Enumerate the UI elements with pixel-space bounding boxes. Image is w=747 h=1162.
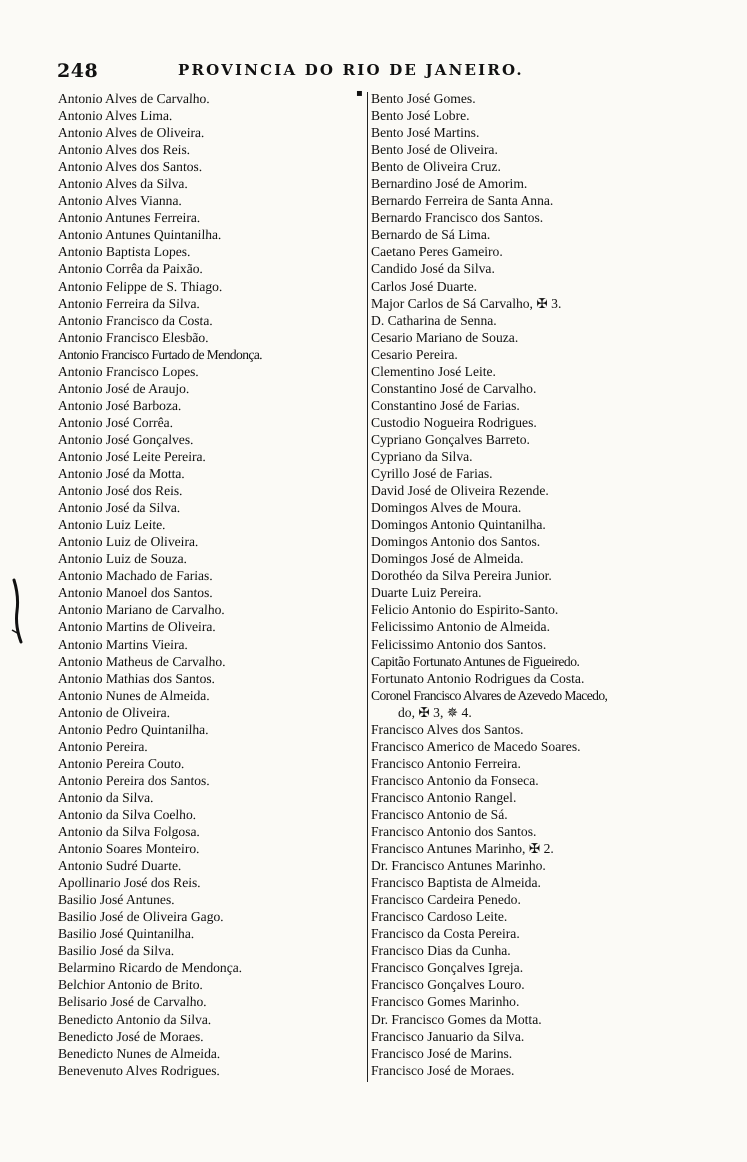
list-item: Felicissimo Antonio de Almeida.	[371, 619, 550, 635]
list-item: Francisco Antonio Rangel.	[371, 789, 517, 805]
list-item: Caetano Peres Gameiro.	[371, 244, 503, 260]
list-item: Antonio Francisco Furtado de Mendonça.	[57, 346, 263, 362]
list-item: Francisco Gonçalves Igreja.	[371, 960, 524, 976]
list-item: Francisco Antonio da Fonseca.	[371, 772, 539, 788]
list-item: Antonio Manoel dos Santos.	[57, 585, 214, 601]
list-item: Antonio José Leite Pereira.	[57, 448, 207, 464]
list-item: Carlos José Duarte.	[371, 278, 478, 294]
list-item: Antonio Baptista Lopes.	[57, 244, 191, 260]
list-item: Antonio Antunes Ferreira.	[57, 210, 201, 226]
list-item: Antonio Alves Vianna.	[57, 193, 183, 209]
list-item: Antonio Francisco Lopes.	[57, 363, 200, 379]
list-item: Cesario Pereira.	[371, 346, 458, 362]
list-item: Antonio Luiz Leite.	[57, 517, 166, 533]
list-item: Domingos Antonio Quintanilha.	[371, 517, 546, 533]
list-item: Francisco Antonio de Sá.	[371, 806, 508, 822]
list-item: Cypriano da Silva.	[371, 448, 473, 464]
list-item: Francisco Januario da Silva.	[371, 1028, 525, 1044]
list-item: Domingos Alves de Moura.	[371, 500, 522, 516]
list-item: Bento de Oliveira Cruz.	[371, 159, 501, 175]
list-item: Dorothéo da Silva Pereira Junior.	[371, 568, 552, 584]
list-item: Francisco Baptista de Almeida.	[371, 875, 541, 891]
list-item: Antonio Martins de Oliveira.	[57, 619, 217, 635]
list-item: Cesario Mariano de Souza.	[371, 329, 519, 345]
list-item: Francisco José de Marins.	[371, 1045, 513, 1061]
left-column-name-list	[58, 90, 353, 1079]
list-item: Felicio Antonio do Espirito-Santo.	[371, 602, 559, 618]
printer-mark: ▪	[356, 88, 363, 99]
list-item: Dr. Francisco Antunes Marinho.	[371, 858, 546, 874]
list-item: Duarte Luiz Pereira.	[371, 585, 482, 601]
list-item: Custodio Nogueira Rodrigues.	[371, 414, 537, 430]
list-item: Antonio José Barboza.	[57, 397, 182, 413]
list-item: Fortunato Antonio Rodrigues da Costa.	[371, 670, 585, 686]
list-item: Francisco Americo de Macedo Soares.	[371, 738, 581, 754]
list-item: Francisco José de Moraes.	[371, 1062, 515, 1078]
list-item: Antonio Felippe de S. Thiago.	[57, 278, 223, 294]
list-item: Domingos Antonio dos Santos.	[371, 534, 541, 550]
list-item: Antonio da Silva Folgosa.	[57, 824, 201, 840]
list-item: Benedicto José de Moraes.	[57, 1028, 204, 1044]
list-item: Clementino José Leite.	[371, 363, 496, 379]
list-item: Domingos José de Almeida.	[371, 551, 524, 567]
list-item: Francisco Antonio Ferreira.	[371, 755, 521, 771]
list-item: Benedicto Nunes de Almeida.	[57, 1045, 221, 1061]
list-item: Antonio Nunes de Almeida.	[57, 687, 211, 703]
list-item-continuation: do, ✠ 3, ✵ 4.	[398, 704, 472, 720]
list-item: Antonio Sudré Duarte.	[57, 858, 182, 874]
list-item: Antonio Pedro Quintanilha.	[57, 721, 209, 737]
list-item: Bento José Gomes.	[371, 91, 476, 106]
list-item: Cypriano Gonçalves Barreto.	[371, 431, 530, 447]
list-item: Antonio Luiz de Oliveira.	[57, 534, 199, 550]
list-item: David José de Oliveira Rezende.	[371, 483, 549, 499]
list-item: Antonio Matheus de Carvalho.	[57, 653, 226, 669]
list-item: Antonio Alves dos Santos.	[57, 159, 203, 175]
list-item: Antonio Martins Vieira.	[57, 636, 189, 652]
list-item: Benevenuto Alves Rodrigues.	[57, 1062, 221, 1078]
list-item: Bento José Lobre.	[371, 108, 470, 124]
list-item: Francisco Alves dos Santos.	[371, 721, 524, 737]
list-item: Basilio José Antunes.	[57, 892, 175, 908]
list-item: Basilio José Quintanilha.	[57, 926, 195, 942]
list-item: Antonio Alves de Oliveira.	[57, 125, 205, 141]
list-item: Constantino José de Farias.	[371, 397, 520, 413]
list-item: Capitão Fortunato Antunes de Figueiredo.	[371, 653, 580, 669]
list-item: Bernardo Ferreira de Santa Anna.	[371, 193, 554, 209]
list-item: Antonio Pereira dos Santos.	[57, 772, 211, 788]
list-item: Antonio Ferreira da Silva.	[57, 295, 201, 311]
list-item: Antonio Alves da Silva.	[57, 176, 189, 192]
list-item: Antonio Soares Monteiro.	[57, 841, 200, 857]
list-item: Belchior Antonio de Brito.	[57, 977, 204, 993]
list-item: Antonio de Oliveira.	[57, 704, 171, 720]
list-item: Antonio Pereira Couto.	[57, 755, 185, 771]
list-item: Constantino José de Carvalho.	[371, 380, 537, 396]
list-item: Basilio José de Oliveira Gago.	[57, 909, 224, 925]
list-item: Francisco Cardeira Penedo.	[371, 892, 521, 908]
list-item: Antonio José Corrêa.	[57, 414, 174, 430]
list-item: Benedicto Antonio da Silva.	[57, 1011, 212, 1027]
list-item: Francisco Antonio dos Santos.	[371, 824, 537, 840]
list-item: Antonio Francisco Elesbão.	[57, 329, 209, 345]
list-item: Cyrillo José de Farias.	[371, 466, 493, 482]
list-item: Antonio Alves de Carvalho.	[57, 91, 211, 106]
list-item: Francisco da Costa Pereira.	[371, 926, 520, 942]
list-item: Bernardo de Sá Lima.	[371, 227, 491, 243]
list-item: Antonio José da Motta.	[57, 466, 186, 482]
list-item: Antonio Corrêa da Paixão.	[57, 261, 204, 277]
list-item: Francisco Antunes Marinho, ✠ 2.	[371, 841, 554, 857]
list-item: Dr. Francisco Gomes da Motta.	[371, 1011, 542, 1027]
list-item: Antonio Alves dos Reis.	[57, 142, 191, 158]
list-item: Francisco Gomes Marinho.	[371, 994, 520, 1010]
list-item: Bernardino José de Amorim.	[371, 176, 528, 192]
list-item: Bento José de Oliveira.	[371, 142, 498, 158]
list-item: Francisco Dias da Cunha.	[371, 943, 511, 959]
list-item: Bernardo Francisco dos Santos.	[371, 210, 544, 226]
list-item: Apollinario José dos Reis.	[57, 875, 201, 891]
list-item: Antonio José de Araujo.	[57, 380, 190, 396]
list-item: Coronel Francisco Alvares de Azevedo Macedo,	[371, 687, 608, 703]
list-item: Felicissimo Antonio dos Santos.	[371, 636, 547, 652]
list-item: Belisario José de Carvalho.	[57, 994, 208, 1010]
list-item: Antonio da Silva.	[57, 789, 154, 805]
list-item: Major Carlos de Sá Carvalho, ✠ 3.	[371, 295, 562, 311]
list-item: Antonio Antunes Quintanilha.	[57, 227, 222, 243]
list-item: Francisco Gonçalves Louro.	[371, 977, 525, 993]
column-divider	[367, 92, 368, 1082]
list-item: Antonio Mariano de Carvalho.	[57, 602, 226, 618]
list-item: Belarmino Ricardo de Mendonça.	[57, 960, 243, 976]
list-item: Antonio da Silva Coelho.	[57, 806, 197, 822]
list-item: Candido José da Silva.	[371, 261, 495, 277]
list-item: Antonio Mathias dos Santos.	[57, 670, 216, 686]
list-item: Antonio Machado de Farias.	[57, 568, 214, 584]
list-item: Antonio Alves Lima.	[57, 108, 173, 124]
list-item: Antonio Pereira.	[57, 738, 149, 754]
list-item: D. Catharina de Senna.	[371, 312, 497, 328]
right-column-name-list	[371, 90, 701, 1079]
list-item: Antonio José dos Reis.	[57, 483, 183, 499]
list-item: Francisco Cardoso Leite.	[371, 909, 508, 925]
list-item: Basilio José da Silva.	[57, 943, 175, 959]
page-number: 248	[57, 60, 99, 82]
list-item: Antonio Francisco da Costa.	[57, 312, 214, 328]
list-item: Antonio Luiz de Souza.	[57, 551, 188, 567]
list-item: Antonio José Gonçalves.	[57, 431, 194, 447]
margin-ink-mark	[10, 576, 24, 646]
running-head: PROVINCIA DO RIO DE JANEIRO.	[178, 61, 524, 79]
list-item: Antonio José da Silva.	[57, 500, 181, 516]
list-item: Bento José Martins.	[371, 125, 480, 141]
